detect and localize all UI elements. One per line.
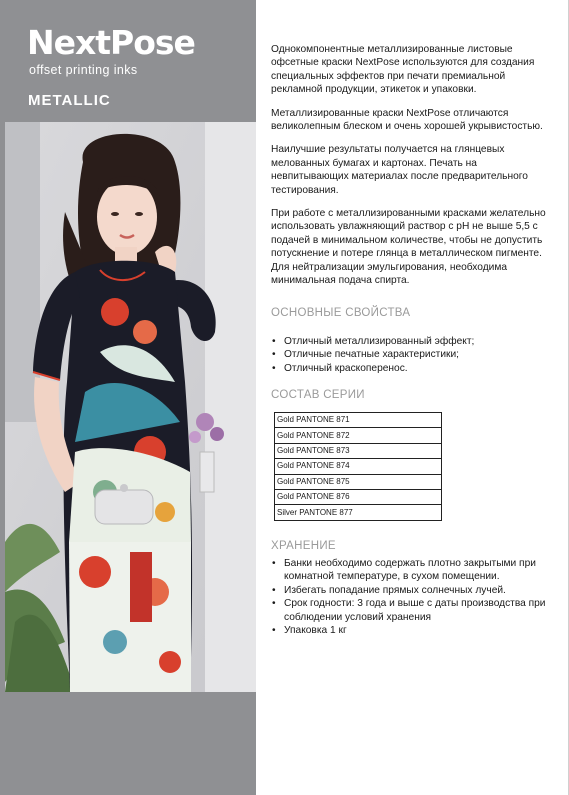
properties-list [271, 335, 556, 375]
list-item: • Избегать попадание прямых солнечных лучей. [271, 584, 556, 597]
composition-table [274, 412, 442, 521]
list-item: • Отличные печатные характеристики; [271, 348, 556, 361]
table-cell: Gold PANTONE 873 [275, 443, 442, 458]
composition-heading: СОСТАВ СЕРИИ [271, 389, 365, 401]
intro-text [271, 43, 553, 298]
table-cell: Gold PANTONE 874 [275, 459, 442, 474]
table-cell: Silver PANTONE 877 [275, 505, 442, 520]
model-in-dress-illustration [5, 122, 256, 692]
brand-tagline: offset printing inks [29, 63, 138, 77]
product-photo [5, 122, 256, 692]
table-row [275, 489, 442, 504]
table-cell: Gold PANTONE 871 [275, 413, 442, 428]
table-row [275, 428, 442, 443]
intro-paragraph: При работе с металлизированными красками желательно использовать увлажняющий раствор с pH не выше 5,5 с подачей в минимальном количестве, чтобы не допустить потускнение и потере глянца в металлическом пигменте. Для нейтрализации эмульгирования, необходима минимальная подача спирта. [271, 208, 546, 287]
properties-heading: ОСНОВНЫЕ СВОЙСТВА [271, 307, 411, 319]
table-row [275, 443, 442, 458]
list-item: • Отличный краскоперенос. [271, 362, 556, 375]
list-item: • Банки необходимо содержать плотно закрытыми при комнатной температуре, в сухом помещении. [271, 557, 556, 584]
sidebar-panel [0, 0, 256, 795]
table-cell: Gold PANTONE 872 [275, 428, 442, 443]
table-row [275, 459, 442, 474]
table-row [275, 505, 442, 520]
storage-heading: ХРАНЕНИЕ [271, 540, 336, 552]
table-cell: Gold PANTONE 875 [275, 474, 442, 489]
list-item: • Срок годности: 3 года и выше с даты производства при соблюдении условий хранения [271, 597, 556, 624]
storage-list [271, 557, 556, 637]
series-title: METALLIC [28, 92, 111, 109]
intro-paragraph: Однокомпонентные металлизированные листовые офсетные краски NextPose используются для создания специальных эффектов при печати премиальной рекламной продукции, этикеток и упаковки. [271, 44, 535, 96]
brand-logo: NextPose [27, 23, 195, 62]
table-row [275, 474, 442, 489]
intro-paragraph: Металлизированные краски NextPose отличаются великолепным блеском и очень хорошей укрывистостью. [271, 107, 543, 133]
table-row [275, 413, 442, 428]
list-item: • Упаковка 1 кг [271, 624, 556, 637]
intro-paragraph: Наилучшие результаты получается на глянцевых мелованных бумагах и картонах. Печать на невпитывающих материалах после предварительного тестирования. [271, 144, 528, 196]
table-cell: Gold PANTONE 876 [275, 489, 442, 504]
list-item: • Отличный металлизированный эффект; [271, 335, 556, 348]
